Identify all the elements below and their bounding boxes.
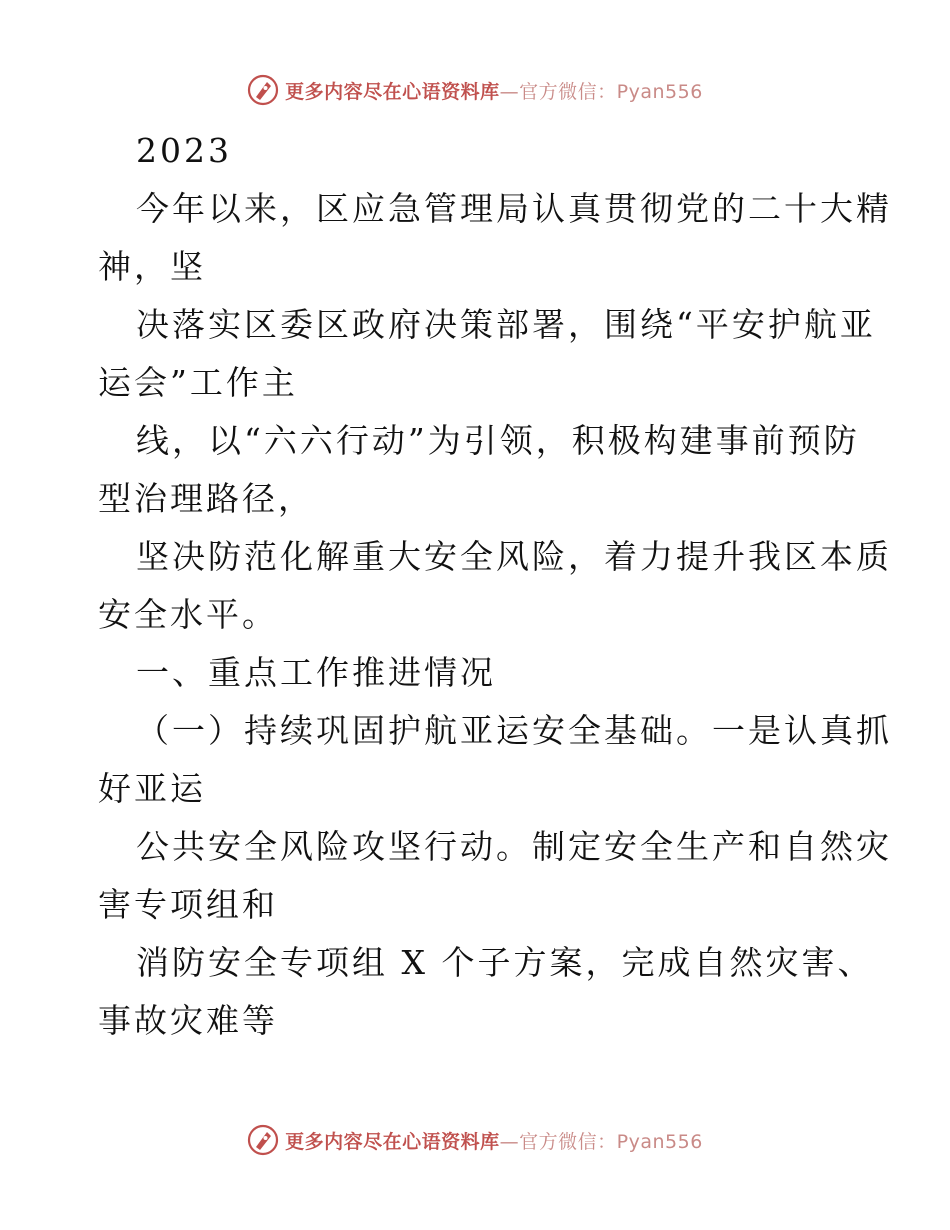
banner-text bbox=[285, 77, 703, 104]
text-line: 型治理路径， bbox=[98, 479, 314, 518]
pen-nib-logo-icon bbox=[247, 74, 279, 106]
footer-watermark-banner bbox=[0, 1120, 950, 1160]
text-line: 事故灾难等 bbox=[98, 1001, 278, 1040]
text-line: 坚决防范化解重大安全风险，着力提升我区本质 bbox=[136, 537, 892, 576]
text-line: 2023 bbox=[136, 131, 232, 170]
pen-nib-logo-icon bbox=[247, 1124, 279, 1156]
text-line: 好亚运 bbox=[98, 769, 206, 808]
text-line: 决落实区委区政府决策部署，围绕“平安护航亚 bbox=[136, 305, 876, 344]
banner-dash: — bbox=[499, 80, 520, 103]
banner-dash: — bbox=[499, 1130, 520, 1153]
text-line: 神，坚 bbox=[98, 247, 206, 286]
text-line: 消防安全专项组 X 个子方案，完成自然灾害、 bbox=[136, 943, 874, 982]
text-line: 安全水平。 bbox=[98, 595, 278, 634]
header-watermark-banner bbox=[0, 70, 950, 110]
text-line: 今年以来，区应急管理局认真贯彻党的二十大精 bbox=[136, 189, 892, 228]
banner-text bbox=[285, 1127, 703, 1154]
text-line: 线，以“六六行动”为引领，积极构建事前预防 bbox=[136, 421, 860, 460]
banner-contact: 官方微信：Pyan556 bbox=[519, 1130, 703, 1153]
banner-contact: 官方微信：Pyan556 bbox=[519, 80, 703, 103]
text-line: 一、重点工作推进情况 bbox=[136, 653, 496, 692]
document-body bbox=[98, 122, 892, 1050]
text-line: 公共安全风险攻坚行动。制定安全生产和自然灾 bbox=[136, 827, 892, 866]
text-line: 运会”工作主 bbox=[98, 363, 298, 402]
text-line: 害专项组和 bbox=[98, 885, 278, 924]
banner-brand: 更多内容尽在心语资料库 bbox=[285, 1130, 500, 1153]
text-line: （一）持续巩固护航亚运安全基础。一是认真抓 bbox=[136, 711, 892, 750]
banner-brand: 更多内容尽在心语资料库 bbox=[285, 80, 500, 103]
